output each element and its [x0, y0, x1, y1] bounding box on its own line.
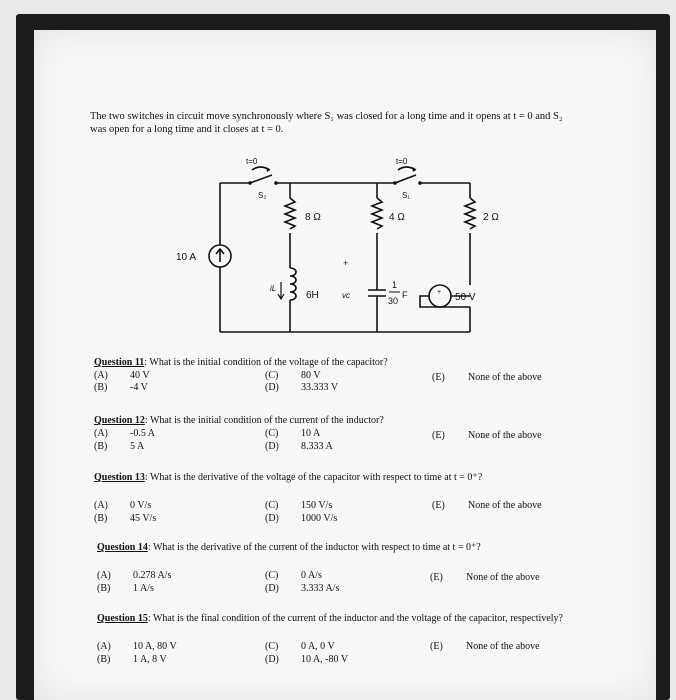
q13-option-d-letter: (D): [265, 513, 279, 524]
q11-option-b: -4 V: [130, 382, 148, 393]
q11-option-e-letter: (E): [432, 372, 445, 383]
switch-s1-label: S₁: [402, 191, 411, 200]
q11-option-c: 80 V: [301, 370, 321, 381]
q12-option-b-letter: (B): [94, 441, 108, 452]
q12-option-d-letter: (D): [265, 441, 279, 452]
q13-option-b-letter: (B): [94, 513, 108, 524]
q14-option-e: None of the above: [466, 572, 540, 583]
q14-option-a-letter: (A): [97, 570, 111, 581]
q11-option-d-letter: (D): [265, 382, 279, 393]
question-13-text: : What is the derivative of the voltage of the capacitor with respect to time at t = 0⁺?: [144, 472, 483, 483]
capacitor-fraction-numerator: 1: [392, 280, 398, 290]
resistor-8-label: 8 Ω: [305, 212, 321, 223]
q11-option-a: 40 V: [130, 370, 150, 381]
problem-intro: The two switches in circuit move synchronously where S₁ was closed for a long time and it opens at t = 0 and S₂ was open for a long time and it closes at t = 0.: [90, 111, 563, 135]
t0-label-right: t=0: [396, 157, 408, 166]
q15-option-b: 1 A, 8 V: [133, 654, 167, 665]
q14-option-c-letter: (C): [265, 570, 279, 581]
q13-option-c-letter: (C): [265, 500, 279, 511]
question-14-title: [97, 542, 567, 554]
inductor-current-label: iL: [270, 284, 277, 293]
question-14-text: : What is the derivative of the current of the inductor with respect to time at t = 0⁺?: [147, 542, 481, 553]
switch-s2-label: S₂: [258, 191, 267, 200]
inductor-label: 6H: [306, 290, 319, 301]
q11-option-a-letter: (A): [94, 370, 108, 381]
q15-option-e: None of the above: [466, 641, 540, 652]
q12-option-d: 8.333 A: [301, 441, 333, 452]
q11-option-b-letter: (B): [94, 382, 108, 393]
question-11-title: [94, 357, 564, 369]
question-15-title: [97, 613, 567, 625]
question-15-label: Question 15: [97, 613, 148, 624]
question-12-text: : What is the initial condition of the current of the inductor?: [144, 415, 384, 426]
q15-option-b-letter: (B): [97, 654, 111, 665]
q13-option-e-letter: (E): [432, 500, 445, 511]
current-source-label: 10 A: [176, 252, 197, 263]
q13-option-a-letter: (A): [94, 500, 108, 511]
q12-option-a-letter: (A): [94, 428, 108, 439]
question-14-label: Question 14: [97, 542, 148, 553]
q13-option-d: 1000 V/s: [301, 513, 338, 524]
q15-option-c: 0 A, 0 V: [301, 641, 335, 652]
q13-option-a: 0 V/s: [130, 500, 152, 511]
q12-option-c: 10 A: [301, 428, 321, 439]
voltage-source-label: 50 V: [455, 292, 476, 303]
q13-option-b: 45 V/s: [130, 513, 157, 524]
svg-text:+: +: [437, 289, 442, 296]
capacitor-fraction-denominator: 30: [388, 296, 399, 306]
q15-option-e-letter: (E): [430, 641, 443, 652]
q12-option-b: 5 A: [130, 441, 145, 452]
q14-option-b: 1 A/s: [133, 583, 154, 594]
question-11-label: Question 11: [94, 357, 145, 368]
capacitor-voltage-label: vc: [342, 291, 350, 300]
q15-option-d-letter: (D): [265, 654, 279, 665]
capacitor-plus-sign: +: [343, 258, 349, 268]
resistor-2-label: 2 Ω: [483, 212, 499, 223]
q14-option-c: 0 A/s: [301, 570, 322, 581]
q15-option-d: 10 A, -80 V: [301, 654, 349, 665]
q14-option-d-letter: (D): [265, 583, 279, 594]
q14-option-b-letter: (B): [97, 583, 111, 594]
capacitor-unit-label: F: [402, 290, 408, 300]
q14-option-d: 3.333 A/s: [301, 583, 340, 594]
question-15-text: : What is the final condition of the current of the inductor and the voltage of the capacitor, respectively?: [147, 613, 563, 624]
q11-option-e: None of the above: [468, 372, 542, 383]
q14-option-e-letter: (E): [430, 572, 443, 583]
q14-option-a: 0.278 A/s: [133, 570, 172, 581]
q11-option-d: 33.333 V: [301, 382, 339, 393]
q11-option-c-letter: (C): [265, 370, 279, 381]
question-12-label: Question 12: [94, 415, 145, 426]
q13-option-c: 150 V/s: [301, 500, 333, 511]
q15-option-a: 10 A, 80 V: [133, 641, 177, 652]
q12-option-c-letter: (C): [265, 428, 279, 439]
question-13-title: [94, 472, 564, 484]
question-12-title: [94, 415, 564, 427]
q12-option-e-letter: (E): [432, 430, 445, 441]
q15-option-a-letter: (A): [97, 641, 111, 652]
question-13-label: Question 13: [94, 472, 145, 483]
resistor-4-label: 4 Ω: [389, 212, 405, 223]
q15-option-c-letter: (C): [265, 641, 279, 652]
t0-label-left: t=0: [246, 157, 258, 166]
question-11-text: : What is the initial condition of the voltage of the capacitor?: [144, 357, 388, 368]
q13-option-e: None of the above: [468, 500, 542, 511]
q12-option-a: -0.5 A: [130, 428, 155, 439]
q12-option-e: None of the above: [468, 430, 542, 441]
